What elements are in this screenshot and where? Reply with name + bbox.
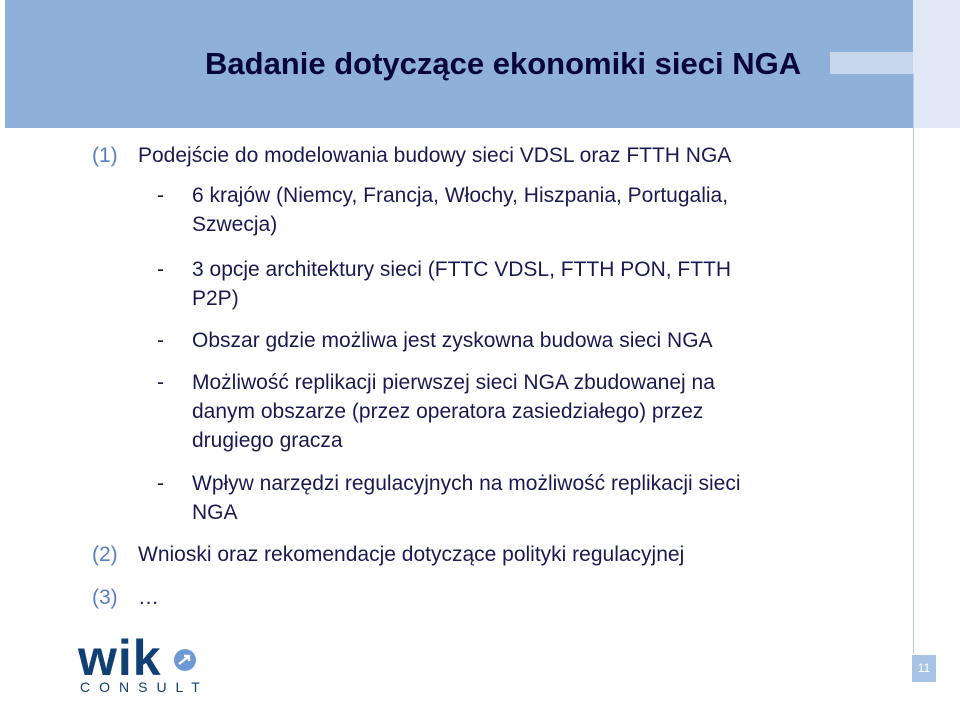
- page-number: 11: [912, 655, 936, 682]
- sub-item-line: 3 opcje architektury sieci (FTTC VDSL, FTTH PON, FTTH: [192, 258, 732, 281]
- list-marker: (3): [92, 586, 118, 609]
- list-item: [92, 540, 118, 569]
- logo-wordmark: wik: [78, 630, 162, 686]
- sub-item-line: Wpływ narzędzi regulacyjnych na możliwość replikacji sieci: [192, 472, 741, 495]
- sub-item-line: danym obszarze (przez operatora zasiedziałego) przez: [192, 400, 704, 423]
- list-marker: (2): [92, 543, 118, 566]
- slide-title: Badanie dotyczące ekonomiki sieci NGA: [205, 46, 802, 81]
- list-item-text: Wnioski oraz rekomendacje dotyczące polityki regulacyjnej: [138, 543, 685, 566]
- logo-arrow-icon: [174, 649, 196, 671]
- sub-item-line: NGA: [192, 501, 238, 524]
- wik-consult-logo: [78, 630, 218, 705]
- sub-marker: -: [157, 258, 164, 281]
- list-item-text: …: [138, 586, 159, 609]
- header-notch: [830, 52, 913, 74]
- sub-item-line: P2P): [192, 287, 239, 310]
- sub-marker: -: [157, 184, 164, 207]
- sub-marker: -: [157, 371, 164, 394]
- right-rule: [913, 74, 914, 654]
- sub-item-line: Możliwość replikacji pierwszej sieci NGA zbudowanej na: [192, 371, 715, 394]
- header-corner: [913, 0, 960, 128]
- sub-item-line: 6 krajów (Niemcy, Francja, Włochy, Hiszpania, Portugalia,: [192, 184, 729, 207]
- list-item-text: Podejście do modelowania budowy sieci VDSL oraz FTTH NGA: [138, 144, 732, 167]
- list-item: [92, 141, 118, 170]
- logo-subtitle: CONSULT: [80, 679, 209, 695]
- list-marker: (1): [92, 144, 118, 167]
- sub-marker: -: [157, 472, 164, 495]
- list-item: [92, 583, 118, 612]
- sub-item-line: drugiego gracza: [192, 429, 343, 452]
- sub-item-line: Obszar gdzie możliwa jest zyskowna budowa sieci NGA: [192, 329, 713, 352]
- sub-marker: -: [157, 329, 164, 352]
- sub-item-line: Szwecja): [192, 213, 278, 236]
